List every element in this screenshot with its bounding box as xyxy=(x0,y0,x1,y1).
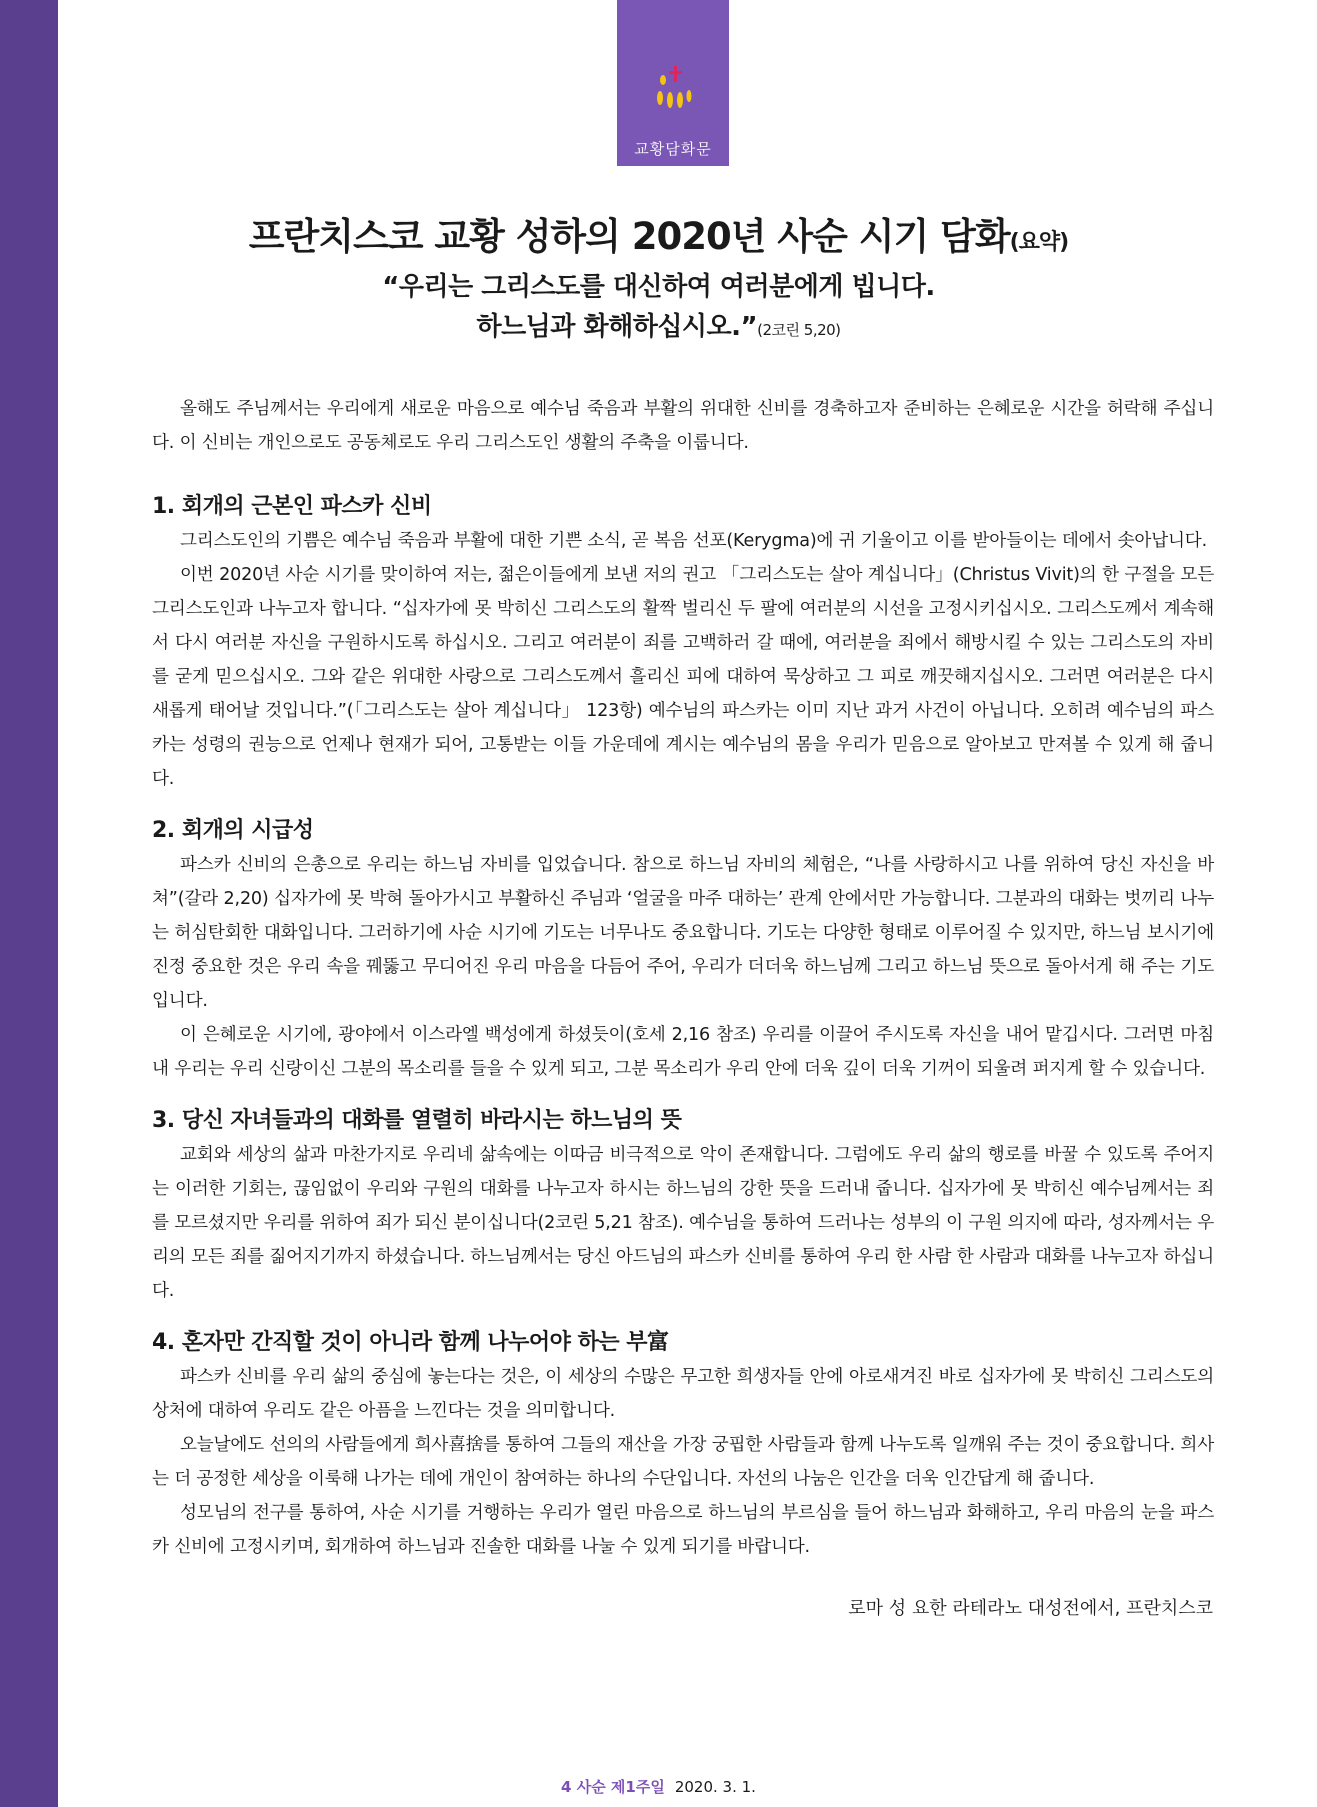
paragraph: 교회와 세상의 삶과 마찬가지로 우리네 삶속에는 이따금 비극적으로 악이 존재합니다. 그럼에도 우리 삶의 행로를 바꿀 수 있도록 주어지는 이러한 기회는, 끊임없이 우리와 구원의 대화를 나누고자 하시는 하느님의 강한 뜻을 드러내 줍니다. 십자가에 못 박히신 예수님께서는 죄를 모르셨지만 우리를 위하여 죄가 되신 분이십니다(2코린 5,21 참조). 예수님을 통하여 드러나는 성부의 이 구원 의지에 따라, 성자께서는 우리의 모든 죄를 짊어지기까지 하셨습니다. 하느님께서는 당신 아드님의 파스카 신비를 통하여 우리 한 사람 한 사람과 대화를 나누고자 하십니다. xyxy=(152,1145,1214,1301)
paragraph: 파스카 신비를 우리 삶의 중심에 놓는다는 것은, 이 세상의 수많은 무고한 희생자들 안에 아로새겨진 바로 십자가에 못 박히신 그리스도의 상처에 대하여 우리도 같은 아픔을 느낀다는 것을 의미합니다. xyxy=(152,1367,1214,1421)
section-heading: 1. 회개의 근본인 파스카 신비 xyxy=(152,494,432,519)
section-heading: 3. 당신 자녀들과의 대화를 열렬히 바라시는 하느님의 뜻 xyxy=(152,1108,682,1133)
paragraph: 이 은혜로운 시기에, 광야에서 이스라엘 백성에게 하셨듯이(호세 2,16 참조) 우리를 이끌어 주시도록 자신을 내어 맡깁시다. 그러면 마침내 우리는 우리 신랑이신 그분의 목소리를 들을 수 있게 되고, 그분 목소리가 우리 안에 더욱 깊이 더욱 기꺼이 되울려 퍼지게 할 수 있습니다. xyxy=(152,1025,1214,1079)
title-main: 프란치스코 교황 성하의 2020년 사순 시기 담화 xyxy=(248,215,1010,258)
section-badge xyxy=(617,0,729,166)
subtitle-quote: 하느님과 화해하십시오.” xyxy=(476,312,758,342)
intro-paragraph: 올해도 주님께서는 우리에게 새로운 마음으로 예수님 죽음과 부활의 위대한 신비를 경축하고자 준비하는 은혜로운 시간을 허락해 주십니다. 이 신비는 개인으로도 공동체로도 우리 그리스도인 생활의 주축을 이룹니다. xyxy=(152,399,1214,453)
signature: 로마 성 요한 라테라노 대성전에서, 프란치스코 xyxy=(848,1598,1213,1619)
section-4 xyxy=(152,1326,1214,1564)
paragraph: 오늘날에도 선의의 사람들에게 희사喜捨를 통하여 그들의 재산을 가장 궁핍한 사람들과 함께 나누도록 일깨워 주는 것이 중요합니다. 희사는 더 공정한 세상을 이룩해 나가는 데에 개인이 참여하는 하나의 수단입니다. 자선의 나눔은 인간을 더욱 인간답게 해 줍니다. xyxy=(152,1435,1214,1489)
article-body xyxy=(152,392,1214,1582)
section-3 xyxy=(152,1104,1214,1308)
subtitle-line-2 xyxy=(180,306,1137,343)
paragraph: 이번 2020년 사순 시기를 맞이하여 저는, 젊은이들에게 보낸 저의 권고 「그리스도는 살아 계십니다」(Christus Vivit)의 한 구절을 모든 그리스도인과 나누고자 합니다. “십자가에 못 박히신 그리스도의 활짝 벌리신 두 팔에 여러분의 시선을 고정시키십시오. 그리스도께서 계속해서 다시 여러분 자신을 구원하시도록 하십시오. 그리고 여러분이 죄를 고백하러 갈 때에, 여러분을 죄에서 해방시킬 수 있는 그리스도의 자비를 굳게 믿으십시오. 그와 같은 위대한 사랑으로 그리스도께서 흘리신 피에 대하여 묵상하고 그 피로 깨끗해지십시오. 그러면 여러분은 다시 새롭게 태어날 것입니다.”(「그리스도는 살아 계십니다」 123항) 예수님의 파스카는 이미 지난 과거 사건이 아닙니다. 오히려 예수님의 파스카는 성령의 권능으로 언제나 현재가 되어, 고통받는 이들 가운데에 계시는 예수님의 몸을 우리가 믿음으로 알아보고 만져볼 수 있게 해 줍니다. xyxy=(152,565,1214,789)
section-2 xyxy=(152,814,1214,1086)
badge-label: 교황담화문 xyxy=(634,140,712,158)
title-suffix: (요약) xyxy=(1009,230,1069,255)
paragraph: 그리스도인의 기쁨은 예수님 죽음과 부활에 대한 기쁜 소식, 곧 복음 선포(Kerygma)에 귀 기울이고 이를 받아들이는 데에서 솟아납니다. xyxy=(180,531,1207,551)
side-color-bar xyxy=(0,0,58,1807)
section-heading: 4. 혼자만 간직할 것이 아니라 함께 나누어야 하는 부富 xyxy=(152,1330,669,1355)
section-1 xyxy=(152,490,1214,796)
page-title xyxy=(150,206,1167,260)
section-heading: 2. 회개의 시급성 xyxy=(152,818,314,843)
cross-flame-logo-icon xyxy=(653,66,693,116)
page-footer xyxy=(0,1776,1317,1797)
subtitle-line-1: “우리는 그리스도를 대신하여 여러분에게 빕니다. xyxy=(382,272,935,302)
subtitle-reference: (2코린 5,20) xyxy=(757,321,841,339)
paragraph: 파스카 신비의 은총으로 우리는 하느님 자비를 입었습니다. 참으로 하느님 자비의 체험은, “나를 사랑하시고 나를 위하여 당신 자신을 바쳐”(갈라 2,20) 십자가에 못 박혀 돌아가시고 부활하신 주님과 ‘얼굴을 마주 대하는’ 관계 안에서만 가능합니다. 그분과의 대화는 벗끼리 나누는 허심탄회한 대화입니다. 그러하기에 사순 시기에 기도는 너무나도 중요합니다. 기도는 다양한 형태로 이루어질 수 있지만, 하느님 보시기에 진정 중요한 것은 우리 속을 꿰뚫고 무디어진 우리 마음을 다듬어 주어, 우리가 더더욱 하느님께 그리고 하느님 뜻으로 돌아서게 해 주는 기도입니다. xyxy=(152,855,1214,1011)
footer-date: 2020. 3. 1. xyxy=(674,1778,756,1796)
footer-page-label: 4 사순 제1주일 xyxy=(561,1778,665,1796)
paragraph: 성모님의 전구를 통하여, 사순 시기를 거행하는 우리가 열린 마음으로 하느님의 부르심을 들어 하느님과 화해하고, 우리 마음의 눈을 파스카 신비에 고정시키며, 회개하여 하느님과 진솔한 대화를 나눌 수 있게 되기를 바랍니다. xyxy=(152,1503,1214,1557)
